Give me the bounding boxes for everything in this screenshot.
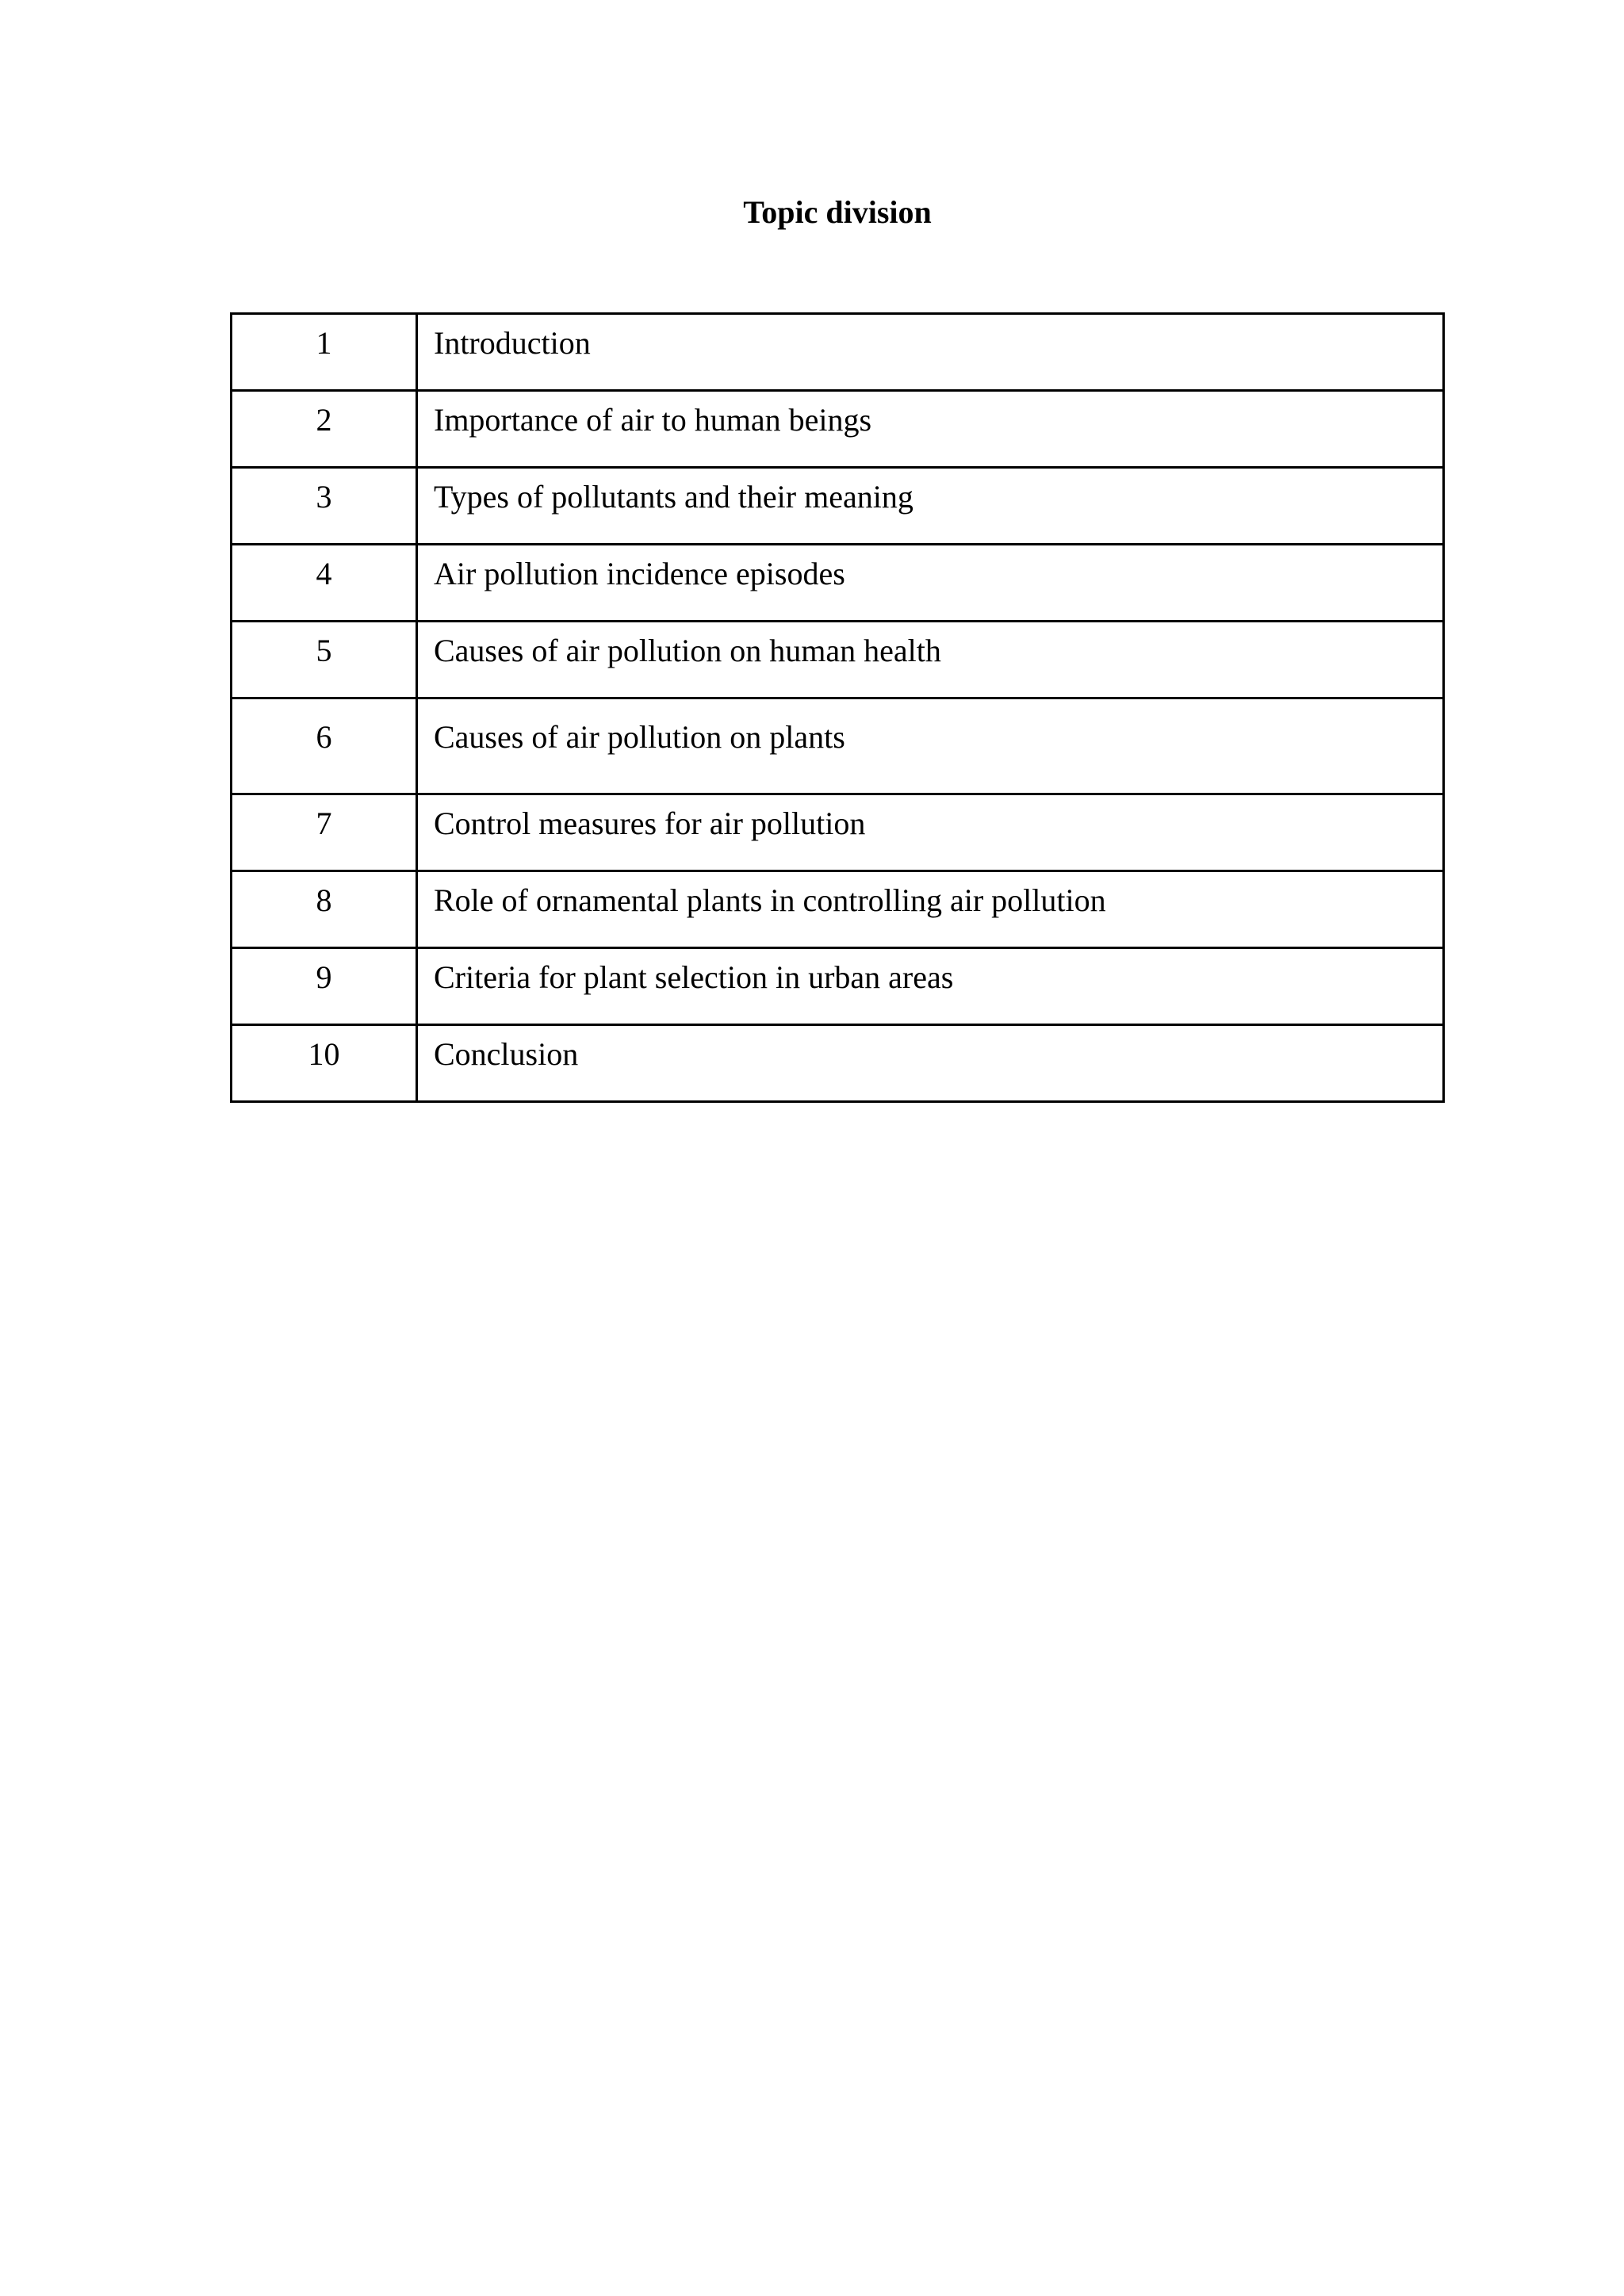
- topic-title: Causes of air pollution on plants: [417, 698, 1444, 794]
- topic-number: 3: [232, 468, 417, 545]
- topic-number: 2: [232, 391, 417, 468]
- topic-title: Introduction: [417, 314, 1444, 391]
- table-row: [232, 794, 1444, 871]
- topic-title: Control measures for air pollution: [417, 794, 1444, 871]
- topic-title: Criteria for plant selection in urban areas: [417, 948, 1444, 1025]
- topic-number: 1: [232, 314, 417, 391]
- topic-number: 5: [232, 622, 417, 698]
- table-row: [232, 468, 1444, 545]
- topic-title: Causes of air pollution on human health: [417, 622, 1444, 698]
- table-row: [232, 622, 1444, 698]
- topic-table: [230, 312, 1445, 1103]
- topic-title: Conclusion: [417, 1025, 1444, 1102]
- table-row: [232, 698, 1444, 794]
- table-row: [232, 1025, 1444, 1102]
- page-title: Topic division: [743, 194, 932, 230]
- table-row: [232, 314, 1444, 391]
- topic-number: 8: [232, 871, 417, 948]
- topic-title: Role of ornamental plants in controlling air pollution: [417, 871, 1444, 948]
- topic-table-body: [232, 314, 1444, 1102]
- topic-title: Importance of air to human beings: [417, 391, 1444, 468]
- table-row: [232, 948, 1444, 1025]
- table-row: [232, 871, 1444, 948]
- topic-number: 4: [232, 545, 417, 622]
- topic-number: 9: [232, 948, 417, 1025]
- topic-title: Air pollution incidence episodes: [417, 545, 1444, 622]
- topic-number: 7: [232, 794, 417, 871]
- topic-title: Types of pollutants and their meaning: [417, 468, 1444, 545]
- table-row: [232, 545, 1444, 622]
- topic-number: 10: [232, 1025, 417, 1102]
- table-row: [232, 391, 1444, 468]
- topic-number: 6: [232, 698, 417, 794]
